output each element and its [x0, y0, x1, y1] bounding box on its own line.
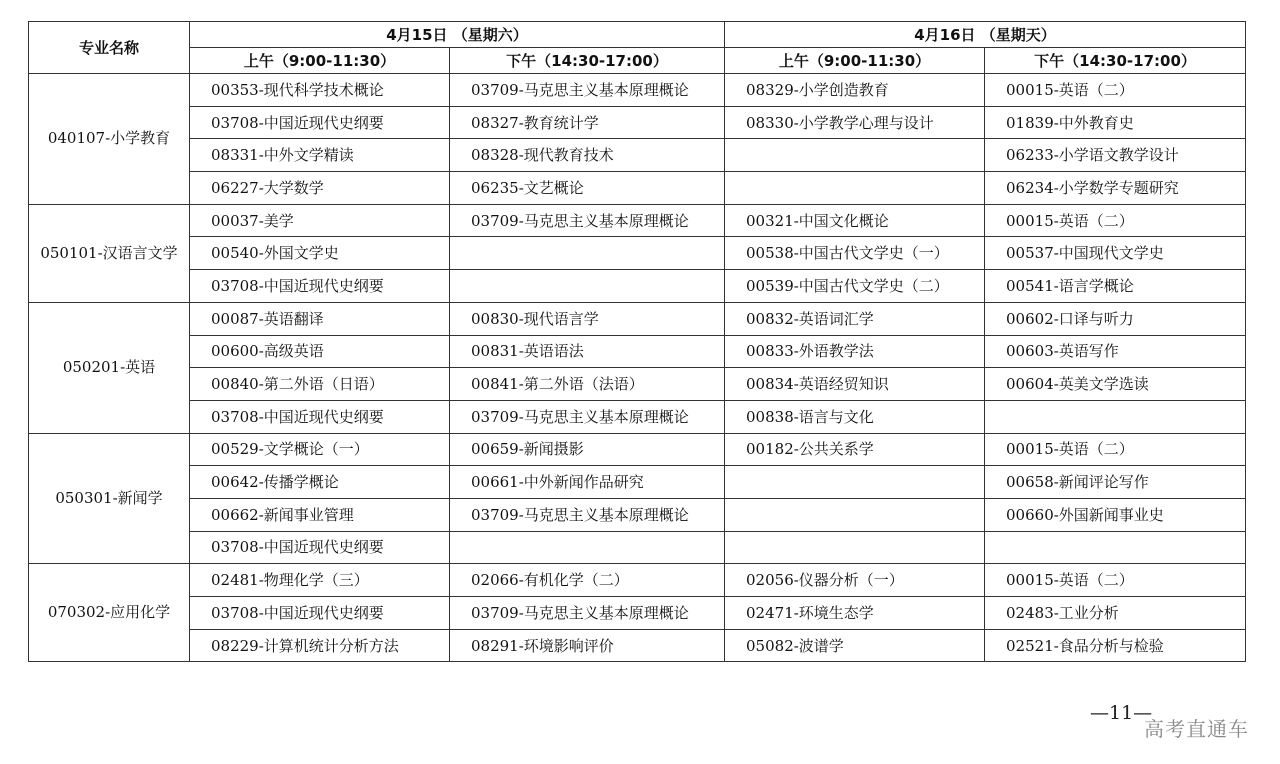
- course-cell-day2-morning: 00182-公共关系学: [725, 433, 985, 466]
- course-cell-day1-afternoon: [450, 237, 725, 270]
- course-cell-day2-morning: 00832-英语词汇学: [725, 302, 985, 335]
- course-cell-day1-afternoon: 03709-马克思主义基本原理概论: [450, 597, 725, 630]
- course-cell-day1-afternoon: 08328-现代教育技术: [450, 139, 725, 172]
- table-row: [29, 368, 1246, 401]
- table-row: [29, 335, 1246, 368]
- course-cell-day2-afternoon: 00537-中国现代文学史: [985, 237, 1246, 270]
- page-number: —11—: [1090, 702, 1153, 724]
- course-cell-day2-afternoon: 00541-语言学概论: [985, 270, 1246, 303]
- course-cell-day2-morning: 00834-英语经贸知识: [725, 368, 985, 401]
- course-cell-day1-morning: 00087-英语翻译: [190, 302, 450, 335]
- table-row: [29, 433, 1246, 466]
- table-row: [29, 106, 1246, 139]
- table-row: [29, 139, 1246, 172]
- course-cell-day1-afternoon: 00830-现代语言学: [450, 302, 725, 335]
- course-cell-day2-afternoon: 02521-食品分析与检验: [985, 629, 1246, 662]
- course-cell-day2-morning: [725, 139, 985, 172]
- course-cell-day2-morning: 05082-波谱学: [725, 629, 985, 662]
- session-header-day2-morning: 上午（9:00-11:30）: [725, 48, 985, 74]
- major-name-cell: 040107-小学教育: [29, 74, 190, 205]
- course-cell-day1-morning: 00037-美学: [190, 204, 450, 237]
- course-cell-day1-afternoon: 08291-环境影响评价: [450, 629, 725, 662]
- table-row: [29, 204, 1246, 237]
- course-cell-day1-morning: 03708-中国近现代史纲要: [190, 106, 450, 139]
- course-cell-day1-morning: 03708-中国近现代史纲要: [190, 270, 450, 303]
- course-cell-day2-morning: 00538-中国古代文学史（一）: [725, 237, 985, 270]
- course-cell-day1-afternoon: 00661-中外新闻作品研究: [450, 466, 725, 499]
- course-cell-day1-morning: 00662-新闻事业管理: [190, 498, 450, 531]
- course-cell-day2-morning: 08330-小学教学心理与设计: [725, 106, 985, 139]
- course-cell-day2-afternoon: 00604-英美文学选读: [985, 368, 1246, 401]
- course-cell-day1-morning: 08331-中外文学精读: [190, 139, 450, 172]
- table-row: [29, 400, 1246, 433]
- course-cell-day1-afternoon: [450, 270, 725, 303]
- course-cell-day2-morning: 00321-中国文化概论: [725, 204, 985, 237]
- table-row: [29, 564, 1246, 597]
- table-row: [29, 629, 1246, 662]
- course-cell-day1-afternoon: [450, 531, 725, 564]
- date-header-day1: 4月15日 （星期六）: [190, 22, 725, 48]
- course-cell-day1-afternoon: 00831-英语语法: [450, 335, 725, 368]
- course-cell-day2-morning: [725, 466, 985, 499]
- course-cell-day2-afternoon: 00015-英语（二）: [985, 433, 1246, 466]
- course-cell-day1-afternoon: 03709-马克思主义基本原理概论: [450, 74, 725, 107]
- course-cell-day1-morning: 03708-中国近现代史纲要: [190, 531, 450, 564]
- table-row: [29, 302, 1246, 335]
- course-cell-day1-morning: 00600-高级英语: [190, 335, 450, 368]
- course-cell-day2-morning: 00838-语言与文化: [725, 400, 985, 433]
- table-row: [29, 531, 1246, 564]
- table-row: [29, 498, 1246, 531]
- header-row-dates: [29, 22, 1246, 48]
- course-cell-day1-afternoon: 03709-马克思主义基本原理概论: [450, 400, 725, 433]
- course-cell-day1-morning: 00642-传播学概论: [190, 466, 450, 499]
- course-cell-day2-afternoon: 00603-英语写作: [985, 335, 1246, 368]
- table-row: [29, 172, 1246, 205]
- course-cell-day1-morning: 02481-物理化学（三）: [190, 564, 450, 597]
- exam-schedule-table: [28, 21, 1246, 662]
- course-cell-day2-morning: 08329-小学创造教育: [725, 74, 985, 107]
- course-cell-day1-afternoon: 08327-教育统计学: [450, 106, 725, 139]
- course-cell-day1-afternoon: 03709-马克思主义基本原理概论: [450, 204, 725, 237]
- course-cell-day1-morning: 00353-现代科学技术概论: [190, 74, 450, 107]
- course-cell-day2-afternoon: 00658-新闻评论写作: [985, 466, 1246, 499]
- course-cell-day1-morning: 08229-计算机统计分析方法: [190, 629, 450, 662]
- course-cell-day2-afternoon: [985, 400, 1246, 433]
- header-row-sessions: [29, 48, 1246, 74]
- course-cell-day2-morning: 02471-环境生态学: [725, 597, 985, 630]
- course-cell-day2-afternoon: 00015-英语（二）: [985, 204, 1246, 237]
- course-cell-day2-morning: 00833-外语教学法: [725, 335, 985, 368]
- major-name-cell: 070302-应用化学: [29, 564, 190, 662]
- major-column-header: 专业名称: [29, 22, 190, 74]
- course-cell-day1-afternoon: 02066-有机化学（二）: [450, 564, 725, 597]
- course-cell-day1-morning: 00540-外国文学史: [190, 237, 450, 270]
- course-cell-day2-afternoon: 06234-小学数学专题研究: [985, 172, 1246, 205]
- course-cell-day2-afternoon: 00015-英语（二）: [985, 564, 1246, 597]
- session-header-day2-afternoon: 下午（14:30-17:00）: [985, 48, 1246, 74]
- course-cell-day2-morning: [725, 531, 985, 564]
- course-cell-day1-morning: 03708-中国近现代史纲要: [190, 597, 450, 630]
- course-cell-day1-morning: 00529-文学概论（一）: [190, 433, 450, 466]
- course-cell-day2-afternoon: [985, 531, 1246, 564]
- course-cell-day1-morning: 06227-大学数学: [190, 172, 450, 205]
- course-cell-day2-afternoon: 06233-小学语文教学设计: [985, 139, 1246, 172]
- session-header-day1-afternoon: 下午（14:30-17:00）: [450, 48, 725, 74]
- course-cell-day2-afternoon: 02483-工业分析: [985, 597, 1246, 630]
- major-name-cell: 050301-新闻学: [29, 433, 190, 564]
- date-header-day2: 4月16日 （星期天）: [725, 22, 1246, 48]
- course-cell-day2-morning: 02056-仪器分析（一）: [725, 564, 985, 597]
- course-cell-day1-afternoon: 06235-文艺概论: [450, 172, 725, 205]
- course-cell-day1-morning: 00840-第二外语（日语）: [190, 368, 450, 401]
- course-cell-day1-afternoon: 00659-新闻摄影: [450, 433, 725, 466]
- course-cell-day2-afternoon: 00015-英语（二）: [985, 74, 1246, 107]
- course-cell-day1-afternoon: 00841-第二外语（法语）: [450, 368, 725, 401]
- watermark: 高考直通车: [1144, 717, 1249, 741]
- course-cell-day2-afternoon: 00660-外国新闻事业史: [985, 498, 1246, 531]
- table-row: [29, 74, 1246, 107]
- major-name-cell: 050101-汉语言文学: [29, 204, 190, 302]
- course-cell-day1-morning: 03708-中国近现代史纲要: [190, 400, 450, 433]
- course-cell-day2-morning: [725, 498, 985, 531]
- course-cell-day2-afternoon: 00602-口译与听力: [985, 302, 1246, 335]
- table-row: [29, 466, 1246, 499]
- session-header-day1-morning: 上午（9:00-11:30）: [190, 48, 450, 74]
- major-name-cell: 050201-英语: [29, 302, 190, 433]
- course-cell-day2-morning: 00539-中国古代文学史（二）: [725, 270, 985, 303]
- table-row: [29, 237, 1246, 270]
- course-cell-day2-afternoon: 01839-中外教育史: [985, 106, 1246, 139]
- course-cell-day1-afternoon: 03709-马克思主义基本原理概论: [450, 498, 725, 531]
- table-row: [29, 597, 1246, 630]
- table-row: [29, 270, 1246, 303]
- course-cell-day2-morning: [725, 172, 985, 205]
- schedule-body: [29, 74, 1246, 662]
